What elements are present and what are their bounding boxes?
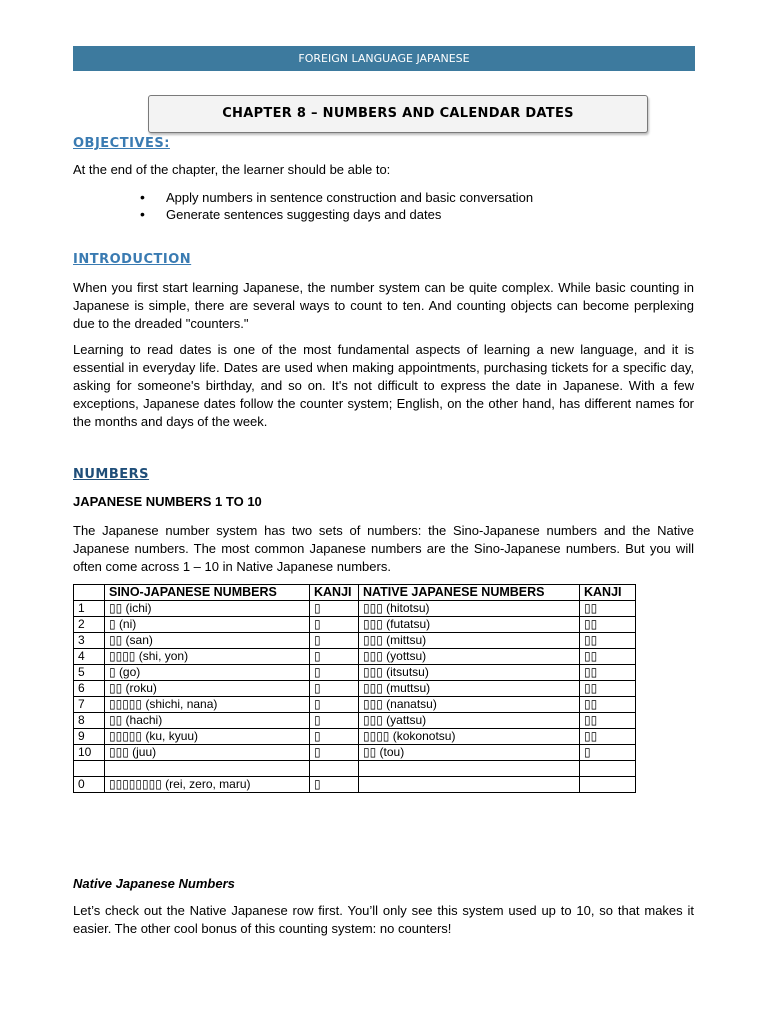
table-cell: 2 — [74, 617, 105, 633]
table-cell — [580, 777, 636, 793]
table-header-cell: SINO-JAPANESE NUMBERS — [105, 585, 310, 601]
native-numbers-heading: Native Japanese Numbers — [73, 876, 235, 891]
table-cell — [310, 761, 359, 777]
objective-item: • Generate sentences suggesting days and dates — [140, 206, 533, 223]
objectives-list — [140, 189, 533, 223]
table-cell: ▯▯ (tou) — [359, 745, 580, 761]
introduction-paragraph-2: Learning to read dates is one of the most fundamental aspects of learning a new language, and it is essential in everyday life. Dates are used when making appointments, purchasing tickets for a specific day, asking for someone's birthday, and so on. It's not difficult to express the date in Japanese. With a few exceptions, Japanese dates follow the counter system; English, on the other hand, has different names for the months and days of the week. — [73, 342, 694, 429]
table-cell: 0 — [74, 777, 105, 793]
table-cell: ▯ — [310, 633, 359, 649]
table-cell: ▯▯▯▯▯ (ku, kyuu) — [105, 729, 310, 745]
table-cell: ▯▯▯▯ (shi, yon) — [105, 649, 310, 665]
table-cell: ▯▯▯ (futatsu) — [359, 617, 580, 633]
table-cell: 6 — [74, 681, 105, 697]
table-cell: ▯ — [310, 745, 359, 761]
table-cell: ▯ — [310, 665, 359, 681]
table-cell: 7 — [74, 697, 105, 713]
table-cell: ▯▯ (roku) — [105, 681, 310, 697]
table-header-cell: KANJI — [580, 585, 636, 601]
table-cell: 3 — [74, 633, 105, 649]
table-row — [74, 745, 636, 761]
table-row — [74, 633, 636, 649]
table-cell: ▯▯ (ichi) — [105, 601, 310, 617]
table-cell — [359, 777, 580, 793]
table-cell: ▯▯▯ (itsutsu) — [359, 665, 580, 681]
table-cell: ▯ — [580, 745, 636, 761]
table-cell: ▯▯ — [580, 681, 636, 697]
table-cell: ▯ (go) — [105, 665, 310, 681]
table-row — [74, 697, 636, 713]
table-cell: ▯▯ (san) — [105, 633, 310, 649]
table-cell: ▯ (ni) — [105, 617, 310, 633]
table-cell — [74, 761, 105, 777]
document-header-bar: FOREIGN LANGUAGE JAPANESE — [73, 46, 695, 71]
numbers-subheading: JAPANESE NUMBERS 1 TO 10 — [73, 494, 262, 509]
table-cell — [359, 761, 580, 777]
table-row — [74, 713, 636, 729]
chapter-title-box: CHAPTER 8 – NUMBERS AND CALENDAR DATES — [148, 95, 648, 133]
table-cell: ▯▯ — [580, 649, 636, 665]
table-cell: ▯▯ — [580, 697, 636, 713]
table-row — [74, 665, 636, 681]
table-row — [74, 761, 636, 777]
native-numbers-paragraph: Let’s check out the Native Japanese row first. You’ll only see this system used up to 10, so that makes it easier. The other cool bonus of this counting system: no counters! — [73, 903, 694, 936]
table-row — [74, 681, 636, 697]
table-row — [74, 777, 636, 793]
table-cell: ▯▯ — [580, 729, 636, 745]
table-cell: ▯ — [310, 681, 359, 697]
table-row — [74, 729, 636, 745]
table-cell: ▯▯▯ (hitotsu) — [359, 601, 580, 617]
table-cell: 1 — [74, 601, 105, 617]
table-cell: ▯▯ (hachi) — [105, 713, 310, 729]
table-row — [74, 649, 636, 665]
table-header-cell: KANJI — [310, 585, 359, 601]
table-cell: 4 — [74, 649, 105, 665]
table-cell: ▯▯ — [580, 601, 636, 617]
table-cell: ▯▯▯ (juu) — [105, 745, 310, 761]
table-cell: ▯▯▯▯▯ (shichi, nana) — [105, 697, 310, 713]
introduction-heading: INTRODUCTION — [73, 252, 192, 267]
table-cell: ▯▯ — [580, 713, 636, 729]
objectives-heading: OBJECTIVES: — [73, 136, 170, 151]
table-cell: ▯ — [310, 617, 359, 633]
table-header-row — [74, 585, 636, 601]
objectives-intro: At the end of the chapter, the learner should be able to: — [73, 162, 391, 177]
numbers-table — [73, 584, 636, 793]
table-cell: ▯ — [310, 601, 359, 617]
table-cell: ▯▯▯ (yottsu) — [359, 649, 580, 665]
table-row — [74, 601, 636, 617]
table-cell: ▯ — [310, 697, 359, 713]
table-cell: 10 — [74, 745, 105, 761]
table-cell: ▯▯▯▯▯▯▯▯ (rei, zero, maru) — [105, 777, 310, 793]
table-cell — [105, 761, 310, 777]
numbers-heading: NUMBERS — [73, 467, 150, 482]
table-cell: ▯▯▯▯ (kokonotsu) — [359, 729, 580, 745]
table-cell: ▯▯ — [580, 665, 636, 681]
table-header-cell — [74, 585, 105, 601]
table-row — [74, 617, 636, 633]
introduction-paragraph-1: When you first start learning Japanese, the number system can be quite complex. While basic counting in Japanese is simple, there are several ways to count to ten. And counting objects can become perplexing due to the dreaded "counters." — [73, 280, 694, 331]
table-cell: ▯▯▯ (yattsu) — [359, 713, 580, 729]
table-cell: 9 — [74, 729, 105, 745]
table-cell: 5 — [74, 665, 105, 681]
table-cell: ▯▯▯ (muttsu) — [359, 681, 580, 697]
objective-item: • Apply numbers in sentence construction and basic conversation — [140, 189, 533, 206]
table-cell: ▯▯▯ (nanatsu) — [359, 697, 580, 713]
table-header-cell: NATIVE JAPANESE NUMBERS — [359, 585, 580, 601]
numbers-paragraph: The Japanese number system has two sets of numbers: the Sino-Japanese numbers and the Native Japanese numbers. The most common Japanese numbers are the Sino-Japanese numbers. But you will often come across 1 – 10 in Native Japanese numbers. — [73, 523, 694, 574]
table-cell: 8 — [74, 713, 105, 729]
table-cell: ▯▯ — [580, 633, 636, 649]
table-body — [74, 601, 636, 793]
table-cell: ▯▯▯ (mittsu) — [359, 633, 580, 649]
table-cell — [580, 761, 636, 777]
table-cell: ▯ — [310, 649, 359, 665]
table-cell: ▯ — [310, 777, 359, 793]
table-cell: ▯ — [310, 713, 359, 729]
table-cell: ▯ — [310, 729, 359, 745]
table-cell: ▯▯ — [580, 617, 636, 633]
